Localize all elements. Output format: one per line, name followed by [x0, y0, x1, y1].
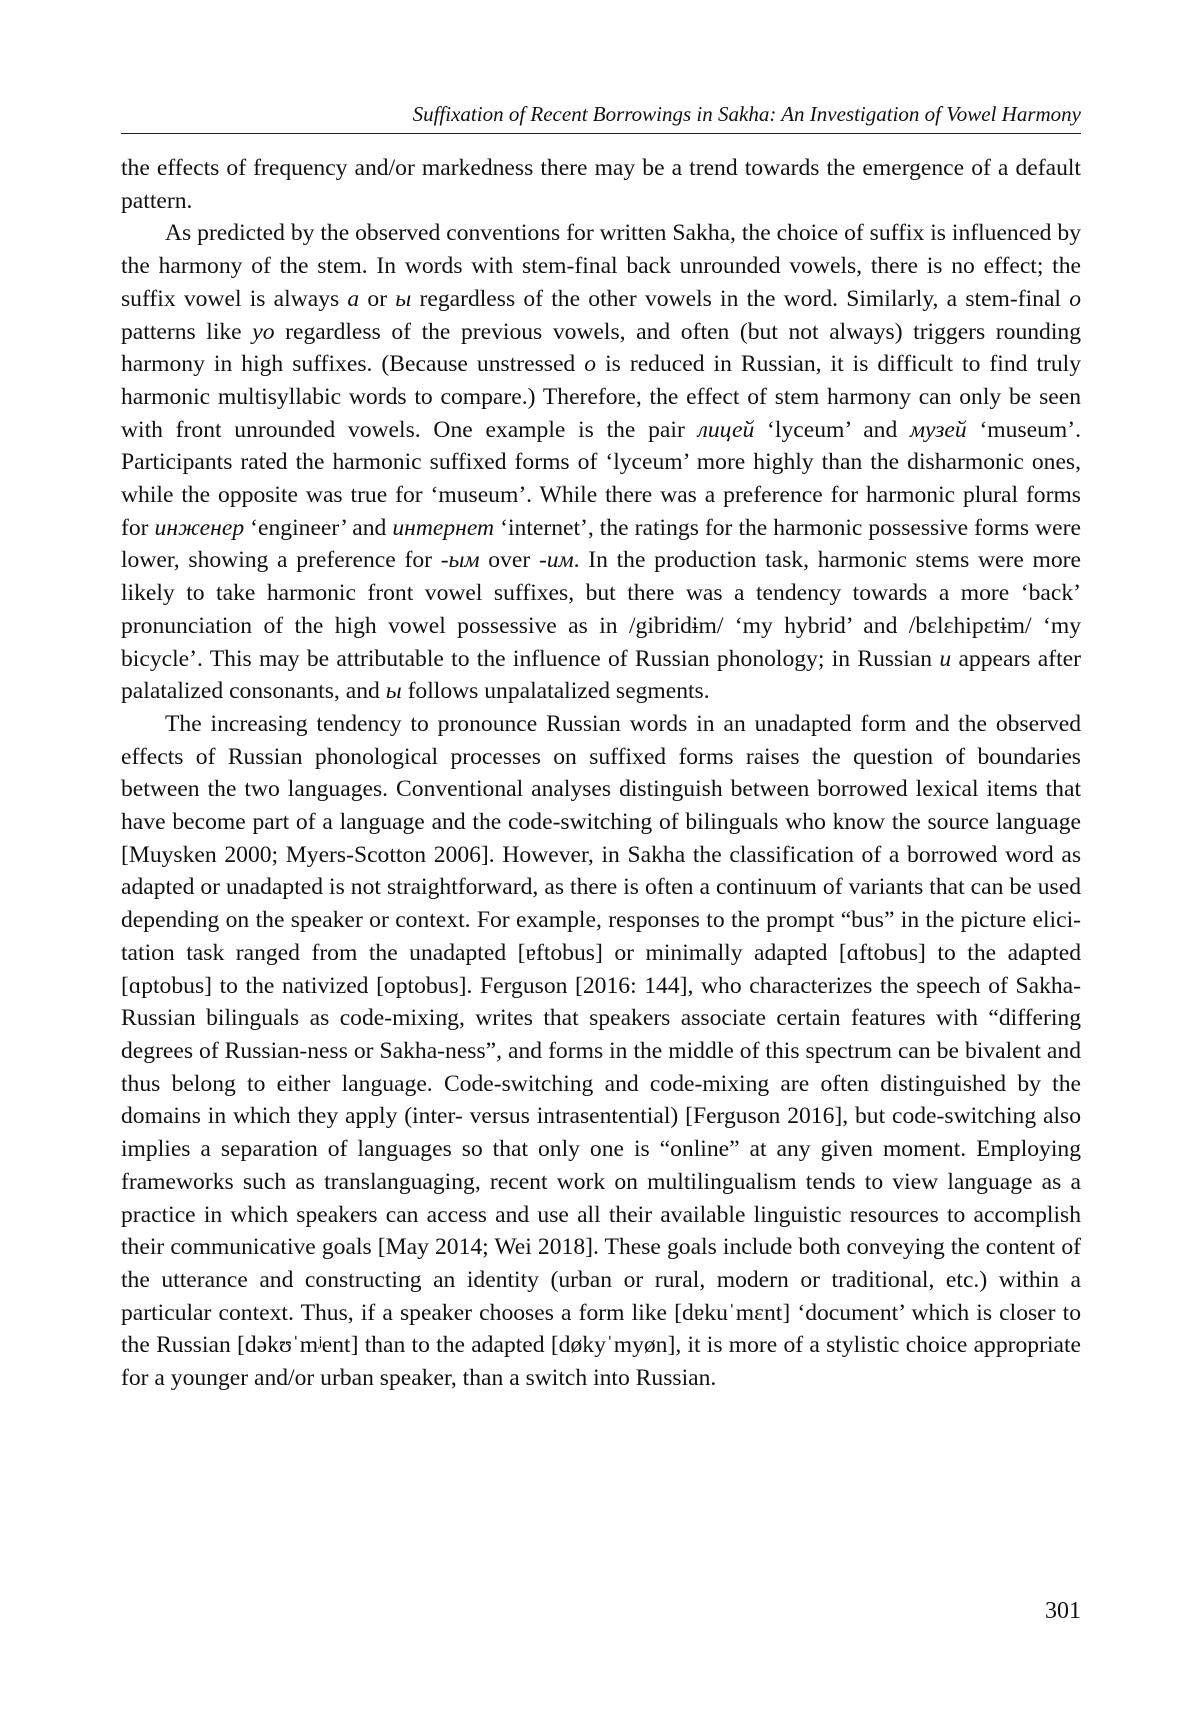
italic-term: интернет	[392, 514, 495, 541]
italic-term: и	[939, 645, 952, 672]
italic-term: инженер	[154, 514, 245, 541]
paragraph	[121, 708, 1081, 1395]
italic-term: ы	[395, 285, 412, 312]
italic-term: а	[347, 285, 360, 312]
text-run: the effects of frequency and/or markedness there may be a trend towards the emergence of a default pattern.	[121, 155, 1081, 214]
text-run: regardless of the previous vowels, and often (but not always) triggers rounding harmony in high suffixes. (Because unstressed	[121, 318, 1081, 378]
text-run: As predicted by the observed conventions for written Sakha, the choice of suffix is influenced by the harmony of the stem. In words with stem-final back unrounded vowels, there is no effect; the suffix vowel is always	[121, 220, 1081, 312]
italic-term: -им	[538, 547, 574, 574]
italic-term: уо	[252, 318, 275, 345]
text-run: or	[359, 285, 396, 312]
italic-term: музей	[910, 416, 967, 443]
italic-term: о	[584, 351, 597, 378]
text-run: over	[479, 547, 539, 574]
text-run: regardless of the other vowels in the word. Similarly, a stem-final	[411, 285, 1070, 312]
text-run: . In the production task, harmonic stems were more likely to take harmonic front vowel suffixes, but there was a tendency towards a more ‘back’ pronunciation of the high vowel possessive as in /gibridɨm/ ‘my hybrid’ and /bɛlɛhipɛtɨm/ ‘my bicycle’. This may be attributable to the influence of Russian phonology; in Russian	[121, 547, 1081, 672]
page-number: 301	[1045, 1598, 1081, 1624]
text-run: patterns like	[121, 318, 253, 345]
text-run: ‘internet’, the ratings for the harmonic possessive forms were lower, showing a preference for	[121, 514, 1081, 574]
text-run: appears after palatalized consonants, and	[121, 645, 1081, 705]
page-content	[121, 100, 1081, 1395]
body-text	[121, 152, 1081, 1395]
text-run: The increasing tendency to pronounce Russian words in an unadapted form and the observed effects of Russian phonological processes on suffixed forms raises the question of boundaries between the two languages. Conventional analyses distinguish between borrowed lexical items that have become part of a language and the code-switching of bilinguals who know the source language [Muysken 2000; Myers-Scotton 2006]. However, in Sakha the classification of a borrowed word as adapted or unadapted is not straightforward, as there is often a continuum of variants that can be used depending on the speaker or context. For example, responses to the prompt “bus” in the picture elicitation task ranged from the unadapted [ɐftobus] or minimally adapted [ɑftobus] to the adapted [ɑptobus] to the nativized [optobus]. Ferguson [2016: 144], who characterizes the speech of Sakha-Russian bilinguals as code-mixing, writes that speakers associate certain features with “differing degrees of Russian-ness or Sakha-ness”, and forms in the middle of this spectrum can be bivalent and thus belong to either language. Code-switching and code-mixing are often distinguished by the domains in which they apply (inter- versus intrasentential) [Ferguson 2016], but code-switching also implies a separation of languages so that only one is “online” at any given moment. Employing frameworks such as translanguaging, recent work on multilingualism tends to view language as a practice in which speakers can access and use all their available linguistic resources to accomplish their communicative goals [May 2014; Wei 2018]. These goals include both conveying the content of the utterance and constructing an identity (urban or rural, modern or traditional, etc.) within a particular context. Thus, if a speaker chooses a form like [dɐkuˈmɛnt] ‘document’ which is closer to the Russian [dəkʊˈmʲent] than to the adapted [døkyˈmyøn], it is more of a stylistic choice appropriate for a younger and/or urban speaker, than a switch into Russian.	[121, 710, 1081, 1392]
text-run: ‘engineer’ and	[244, 514, 393, 541]
text-run: is reduced in Russian, it is difficult to find truly harmonic multisyllabic words to compare.) Therefore, the effect of stem harmony can only be seen with front unrounded vowels. One example is the pair	[121, 351, 1082, 443]
text-run: ‘lyceum’ and	[754, 416, 910, 443]
running-head: Suffixation of Recent Borrowings in Sakha: An Investigation of Vowel Harmony	[121, 100, 1081, 134]
italic-term: лицей	[697, 416, 755, 443]
text-run: ‘museum’. Participants rated the harmonic suffixed forms of ‘lyceum’ more highly than the disharmonic ones, while the opposite was true for ‘museum’. While there was a preference for harmonic plural forms for	[121, 416, 1082, 541]
italic-term: ы	[385, 678, 402, 705]
text-run: follows unpalatalized segments.	[401, 678, 710, 705]
paragraph	[121, 152, 1081, 217]
italic-term: -ым	[440, 547, 480, 574]
paragraph	[121, 217, 1081, 708]
italic-term: о	[1069, 285, 1081, 312]
